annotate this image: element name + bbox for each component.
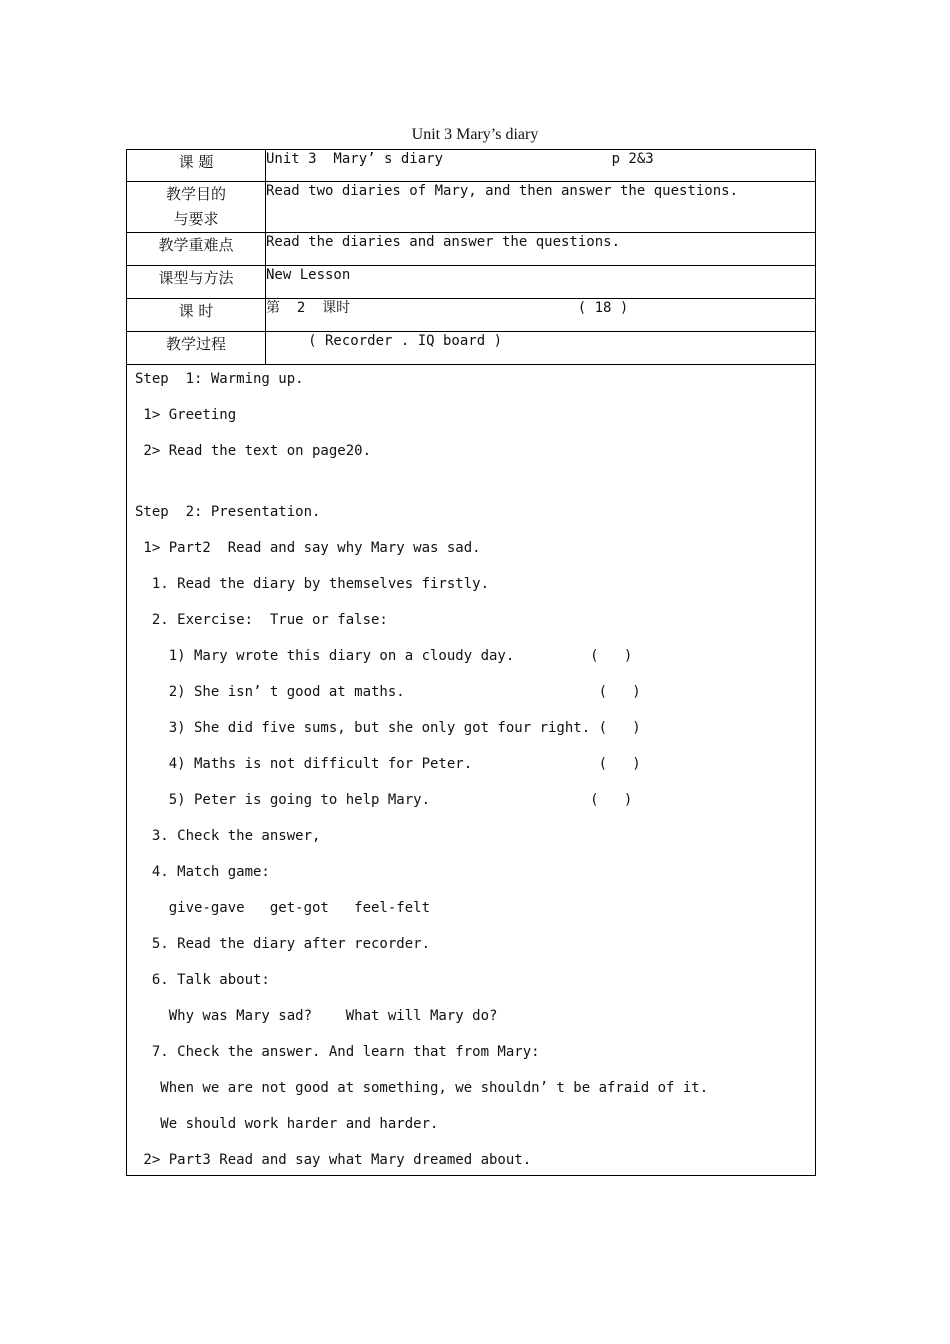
- row-period: [127, 299, 816, 332]
- process-line: 5) Peter is going to help Mary. ( ): [135, 792, 633, 808]
- process-line: Why was Mary sad? What will Mary do?: [135, 1008, 498, 1024]
- process-line: 1) Mary wrote this diary on a cloudy day. ( ): [135, 648, 633, 664]
- value-method: New Lesson: [266, 266, 816, 299]
- value-topic: Unit 3 Mary’ s diary p 2&3: [266, 150, 816, 182]
- lesson-plan-table: [126, 149, 816, 1176]
- label-process: 教学过程: [127, 332, 266, 365]
- label-key-points: 教学重难点: [127, 233, 266, 266]
- row-process-content: [127, 365, 816, 1176]
- process-line: 7. Check the answer. And learn that from Mary:: [135, 1044, 540, 1060]
- value-objectives: Read two diaries of Mary, and then answer the questions.: [266, 182, 816, 233]
- value-key-points: Read the diaries and answer the questions.: [266, 233, 816, 266]
- process-line: 4. Match game:: [135, 864, 270, 880]
- label-method: 课型与方法: [127, 266, 266, 299]
- document-title: Unit 3 Mary’s diary: [411, 126, 539, 143]
- process-line: 3) She did five sums, but she only got four right. ( ): [135, 720, 641, 736]
- row-objectives: [127, 182, 816, 233]
- process-line: We should work harder and harder.: [135, 1116, 439, 1132]
- row-method: [127, 266, 816, 299]
- process-line: When we are not good at something, we shouldn’ t be afraid of it.: [135, 1080, 709, 1096]
- value-period: 第 2 课时 ( 18 ): [266, 299, 816, 332]
- process-line: 2> Read the text on page20.: [135, 443, 372, 459]
- process-line: 1> Part2 Read and say why Mary was sad.: [135, 540, 481, 556]
- row-key-points: [127, 233, 816, 266]
- process-line: give-gave get-got feel-felt: [135, 900, 431, 916]
- process-line: 2) She isn’ t good at maths. ( ): [135, 684, 641, 700]
- process-line: 1. Read the diary by themselves firstly.: [135, 576, 490, 592]
- row-process: [127, 332, 816, 365]
- row-topic: [127, 150, 816, 182]
- process-line: 1> Greeting: [135, 407, 237, 423]
- process-content-cell: [127, 365, 816, 1176]
- process-line: 2. Exercise: True or false:: [135, 612, 388, 628]
- process-line: 3. Check the answer,: [135, 828, 321, 844]
- process-line: 5. Read the diary after recorder.: [135, 936, 431, 952]
- process-line: 2> Part3 Read and say what Mary dreamed about.: [135, 1152, 532, 1168]
- label-topic: 课 题: [127, 150, 266, 182]
- label-objectives: 教学目的 与要求: [127, 182, 266, 233]
- process-line: 4) Maths is not difficult for Peter. ( ): [135, 756, 641, 772]
- label-period: 课 时: [127, 299, 266, 332]
- process-line: Step 1: Warming up.: [135, 371, 304, 387]
- value-process: ( Recorder . IQ board ): [266, 332, 816, 365]
- process-line: Step 2: Presentation.: [135, 504, 321, 520]
- process-line: 6. Talk about:: [135, 972, 270, 988]
